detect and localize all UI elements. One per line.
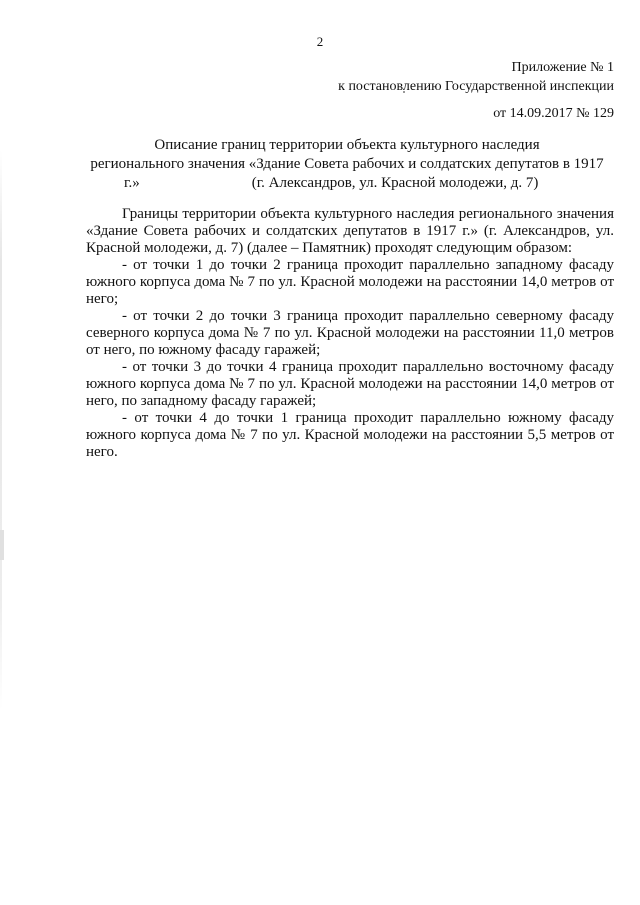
boundary-segment-3-4: - от точки 3 до точки 4 граница проходит параллельно восточному фасаду южного корпуса дома № 7 по ул. Красной молодежи на расстоянии 14,0 метров от него, по западному фасаду гаражей;: [86, 359, 614, 409]
appendix-reference: к постановлению Государственной инспекции: [338, 79, 614, 94]
page-number: 2: [316, 34, 324, 49]
boundary-segment-4-1: - от точки 4 до точки 1 граница проходит параллельно южному фасаду южного корпуса дома № 7 по ул. Красной молодежи на расстоянии 5,5 метров от него.: [86, 410, 614, 460]
boundary-description: [86, 206, 614, 461]
title-line-3: [80, 174, 614, 193]
title-line-3-end: (г. Александров, ул. Красной молодежи, д. 7): [251, 175, 539, 191]
scan-edge-mark: [0, 530, 4, 560]
appendix-date: от 14.09.2017 № 129: [493, 106, 614, 121]
title-line-1: Описание границ территории объекта культурного наследия: [154, 137, 540, 153]
boundary-segment-2-3: - от точки 2 до точки 3 граница проходит параллельно северному фасаду северного корпуса дома № 7 по ул. Красной молодежи на расстоянии 11,0 метров от него, по южному фасаду гаражей;: [86, 308, 614, 358]
scan-edge-shadow: [0, 150, 2, 710]
document-title: [80, 136, 614, 193]
intro-paragraph: Границы территории объекта культурного наследия регионального значения «Здание Совета рабочих и солдатских депутатов в 1917 г.» (г. Александров, ул. Красной молодежи, д. 7) (далее – Памятник) проходят следующим образом:: [86, 206, 614, 256]
title-line-3-start: г.»: [124, 175, 140, 191]
boundary-segment-1-2: - от точки 1 до точки 2 граница проходит параллельно западному фасаду южного корпуса дома № 7 по ул. Красной молодежи на расстоянии 14,0 метров от него;: [86, 257, 614, 307]
title-line-2: регионального значения «Здание Совета рабочих и солдатских депутатов в 1917: [90, 156, 604, 172]
appendix-number: Приложение № 1: [511, 60, 614, 75]
appendix-header: [338, 58, 614, 96]
